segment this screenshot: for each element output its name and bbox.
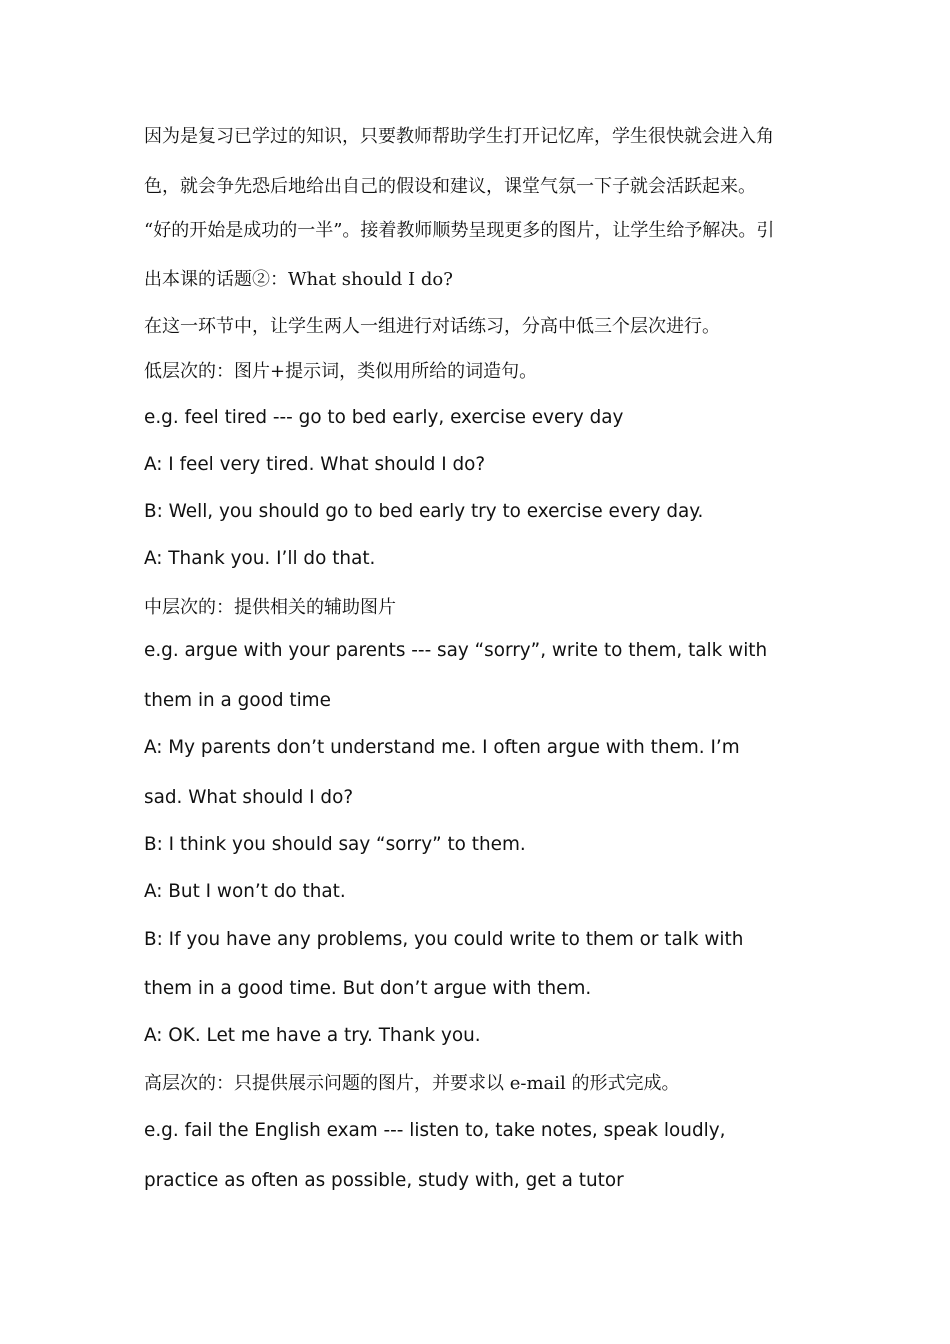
middle-level-example: e.g. argue with your parents --- say “sorry”, write to them, talk with	[144, 640, 768, 661]
dialogue-line: A: I feel very tired. What should I do?	[144, 454, 486, 475]
dialogue-line: sad. What should I do?	[144, 787, 354, 808]
low-level-heading: 低层次的：图片+提示词，类似用所给的词造句。	[144, 361, 538, 382]
low-level-example: e.g. feel tired --- go to bed early, exercise every day	[144, 407, 624, 428]
dialogue-line: A: Thank you. I’ll do that.	[144, 548, 376, 569]
dialogue-line: B: I think you should say “sorry” to them.	[144, 834, 526, 855]
dialogue-line: A: OK. Let me have a try. Thank you.	[144, 1025, 481, 1046]
dialogue-line: A: My parents don’t understand me. I often argue with them. I’m	[144, 737, 740, 758]
paragraph-line-2: 色，就会争先恐后地给出自己的假设和建议，课堂气氛一下子就会活跃起来。	[144, 176, 756, 197]
middle-level-heading: 中层次的：提供相关的辅助图片	[144, 597, 396, 618]
paragraph-line-1: 因为是复习已学过的知识，只要教师帮助学生打开记忆库，学生很快就会进入角	[144, 126, 774, 147]
dialogue-line: them in a good time. But don’t argue with them.	[144, 978, 592, 999]
dialogue-line: B: If you have any problems, you could write to them or talk with	[144, 929, 744, 950]
high-level-example-continued: practice as often as possible, study with, get a tutor	[144, 1170, 624, 1191]
topic-line: 出本课的话题②：What should I do?	[144, 269, 453, 290]
dialogue-line: A: But I won’t do that.	[144, 881, 346, 902]
dialogue-line: B: Well, you should go to bed early try to exercise every day.	[144, 501, 704, 522]
instruction-line: 在这一环节中，让学生两人一组进行对话练习，分高中低三个层次进行。	[144, 316, 720, 337]
middle-level-example-continued: them in a good time	[144, 690, 331, 711]
high-level-heading: 高层次的：只提供展示问题的图片，并要求以 e-mail 的形式完成。	[144, 1073, 680, 1094]
paragraph-line-3: “好的开始是成功的一半”。接着教师顺势呈现更多的图片，让学生给予解决。引	[144, 220, 775, 241]
high-level-example: e.g. fail the English exam --- listen to, take notes, speak loudly,	[144, 1120, 726, 1141]
